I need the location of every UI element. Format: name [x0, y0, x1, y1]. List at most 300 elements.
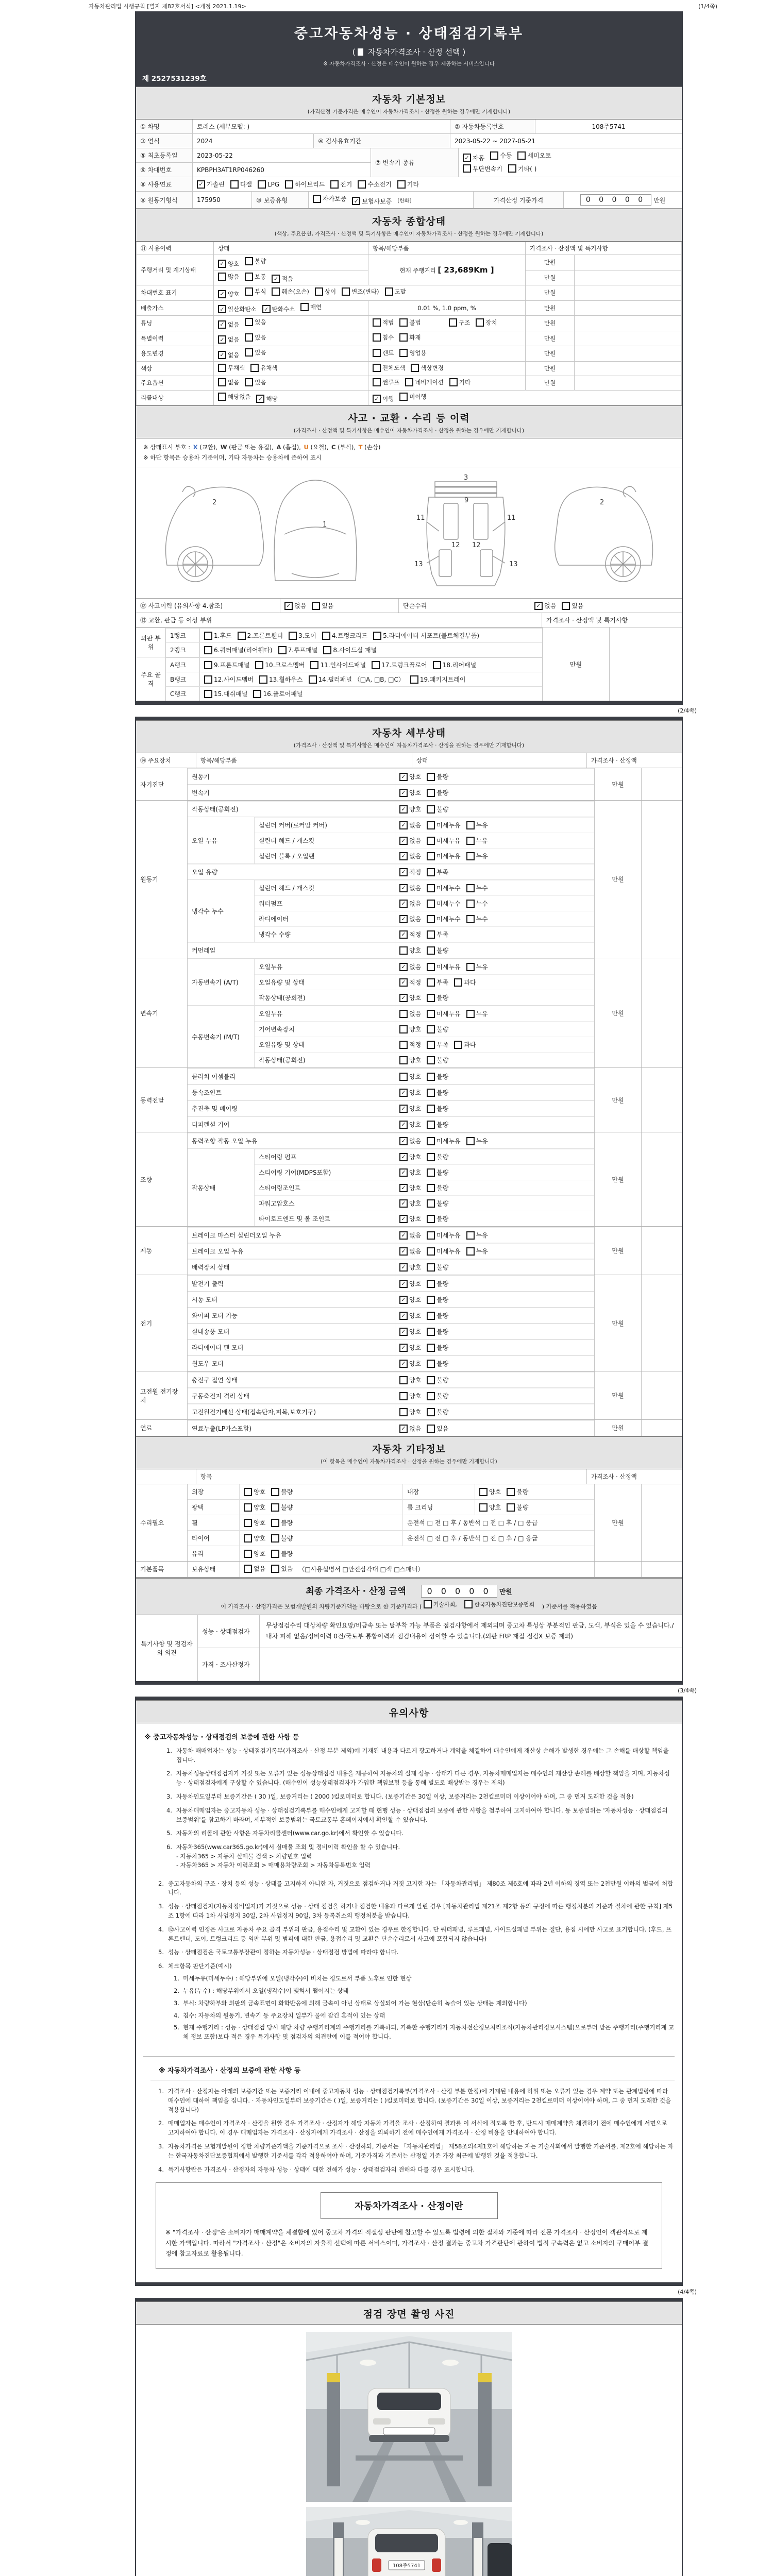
- item-name: 오일유량 및 상태: [259, 1041, 305, 1049]
- checkbox-icon: [508, 164, 516, 173]
- checkbox-option[interactable]: 있음: [312, 601, 333, 610]
- checkbox-option[interactable]: ✓ 가솔린: [197, 180, 225, 189]
- checkbox-option[interactable]: 양호: [244, 1518, 265, 1527]
- checkbox-option[interactable]: 미세누수: [427, 914, 460, 923]
- checkbox-option[interactable]: 18.리어패널: [433, 660, 476, 669]
- checkbox-icon: [507, 1488, 515, 1496]
- checkbox-option[interactable]: 불량: [427, 1376, 448, 1384]
- checkbox-option[interactable]: 4.트렁크리드: [322, 631, 367, 640]
- detail-row: [188, 1324, 594, 1339]
- notice-item: 2. 매매업자는 매수인이 가격조사 · 산정을 원할 경우 가격조사 · 산정자가 해당 자동차 가격을 조사 · 산정하여 결과를 이 서식에 적도록 한 후, 반드시 매매계약을 체결하기 전에 매수인에게 서면으로 고지하여야 합니다. 이 경우 매매업자는 가격조사 · 산정자에게 가격조사 · 산정을 의뢰하기 전에 매수인에게 가격조사 · 산정 비용을 안내하여야 합니다.: [158, 2120, 667, 2137]
- checkbox-icon: [427, 1408, 435, 1416]
- checkbox-option[interactable]: 불량: [427, 1392, 448, 1400]
- checkbox-option[interactable]: ✓ 없음: [399, 852, 421, 860]
- checkbox-option[interactable]: 5.라디에이터 서포트(볼트체결부품): [373, 631, 479, 640]
- checkbox-option[interactable]: 해당없음: [218, 393, 250, 401]
- checkbox-icon: [399, 1328, 408, 1336]
- checkbox-option[interactable]: 양호: [399, 1408, 421, 1416]
- checkbox-icon: [218, 335, 226, 344]
- checkbox-option[interactable]: 8.사이드실 패널: [323, 646, 377, 654]
- notice-list-a: [159, 1747, 675, 1870]
- checkbox-icon: [399, 1010, 408, 1018]
- checkbox-option[interactable]: ✓ 보험사보증: [352, 197, 392, 206]
- checkbox-option[interactable]: 불량: [271, 1503, 293, 1512]
- checkbox-option[interactable]: 누수: [466, 914, 488, 923]
- checkbox-icon: [322, 632, 330, 640]
- checkbox-option[interactable]: 전기: [330, 180, 352, 189]
- checkbox-option[interactable]: 미세누유: [427, 821, 460, 829]
- checkbox-icon: [427, 884, 435, 892]
- checkbox-option[interactable]: 적법: [373, 318, 394, 327]
- checkbox-icon: [323, 646, 331, 654]
- item-name: 스티어링 기어(MDPS포함): [259, 1169, 331, 1177]
- checkbox-option[interactable]: ✓ 양호: [399, 1104, 421, 1113]
- checkbox-option[interactable]: 불량: [427, 772, 448, 781]
- checkbox-option[interactable]: 불량: [427, 993, 448, 1002]
- checkbox-option[interactable]: ✓ 양호: [399, 1311, 421, 1320]
- checkbox-option[interactable]: 누유: [466, 962, 488, 971]
- checkbox-option[interactable]: ✓ 없음: [399, 821, 421, 829]
- checkbox-option[interactable]: 부족: [427, 978, 448, 987]
- checkbox-option[interactable]: 불량: [427, 1072, 448, 1081]
- checkbox-option[interactable]: 누유: [466, 836, 488, 845]
- checkbox-option[interactable]: 불량: [427, 946, 448, 955]
- detail-row: [188, 1308, 594, 1323]
- checkbox-option[interactable]: 있음: [271, 1564, 293, 1573]
- checkbox-option[interactable]: ✓ 없음: [399, 962, 421, 971]
- checkbox-option[interactable]: 불량: [427, 1359, 448, 1368]
- checkbox-option[interactable]: ✓ 양호: [399, 1359, 421, 1368]
- checkbox-option[interactable]: 불법: [399, 318, 421, 327]
- item-status-options: [395, 880, 594, 895]
- checkbox-option[interactable]: 미세누유: [427, 852, 460, 860]
- checkbox-option[interactable]: ✓ 양호: [399, 772, 421, 781]
- checkbox-option[interactable]: 불량: [427, 1343, 448, 1352]
- checkbox-option[interactable]: 색상변경: [411, 364, 443, 372]
- exchange-price-unit: 만원: [543, 628, 610, 701]
- checkbox-option[interactable]: 매연: [300, 303, 322, 311]
- price-survey-definition-box: [156, 2182, 662, 2268]
- checkbox-option[interactable]: 불량: [427, 1168, 448, 1177]
- checkbox-option[interactable]: ✓ 양호: [218, 260, 239, 268]
- checkbox-option[interactable]: 기타: [449, 378, 470, 386]
- checkbox-option[interactable]: ✓ 양호: [399, 1199, 421, 1208]
- damage-code: C: [331, 444, 336, 451]
- checkbox-option[interactable]: 자가보증: [313, 194, 346, 203]
- checkbox-icon: [245, 257, 253, 265]
- checkbox-option[interactable]: 불량: [427, 1104, 448, 1113]
- checkbox-option[interactable]: 상이: [315, 287, 336, 296]
- checkbox-option[interactable]: 3.도어: [289, 631, 316, 640]
- checkbox-option[interactable]: 미세누유: [427, 1231, 460, 1240]
- checkbox-option[interactable]: 11.인사이드패널: [310, 660, 366, 669]
- checkbox-option[interactable]: 유채색: [250, 364, 277, 372]
- checkbox-option[interactable]: ✓ 없음: [399, 1247, 421, 1256]
- notice-item: 2. 중고자동차의 구조 · 장치 등의 성능 · 상태를 고지하지 아니한 자, 거짓으로 점검하거나 거짓 고지한 자는 「자동차관리법」 제80조 제6호에 따라 2년 이하의 징역 또는 2천만원 이하의 벌금에 처합니다.: [158, 1879, 674, 1896]
- checkbox-option[interactable]: 누유: [466, 1231, 488, 1240]
- checkbox-option[interactable]: 13.휠하우스: [259, 675, 303, 684]
- emission-values: 0.01 %, 1.0 ppm, %: [368, 300, 526, 316]
- checkbox-icon: [427, 1425, 435, 1433]
- checkbox-option[interactable]: 세미오토: [517, 151, 551, 160]
- rank-label: 2랭크: [166, 643, 200, 657]
- checkbox-option[interactable]: 있음: [245, 378, 266, 386]
- checkbox-option[interactable]: 양호: [244, 1487, 265, 1496]
- checkbox-option[interactable]: 9.프론트패널: [204, 660, 249, 669]
- checkbox-option[interactable]: ✓ 양호: [399, 993, 421, 1002]
- detail-row: [188, 942, 594, 958]
- device-price-unit: 만원: [594, 1227, 641, 1275]
- checkbox-icon: [373, 395, 381, 403]
- checkbox-option[interactable]: 불량: [507, 1503, 528, 1512]
- checkbox-option[interactable]: ✓ 양호: [218, 290, 239, 298]
- detail-device-group: [136, 801, 682, 958]
- checkbox-option[interactable]: ✓ 적음: [272, 275, 293, 283]
- remarks-label: 특기사항 및 점검자의 의견: [136, 1615, 198, 1681]
- warranty-label: ⑩ 보증유형: [252, 192, 309, 208]
- checkbox-option[interactable]: 불량: [245, 257, 266, 265]
- checkbox-option[interactable]: 미세누유: [427, 1009, 460, 1018]
- checkbox-option[interactable]: 19.패키지트레이: [410, 675, 466, 684]
- checkbox-option[interactable]: 부족: [427, 1040, 448, 1049]
- checkbox-option[interactable]: ✓ 양호: [399, 1295, 421, 1304]
- checkbox-option[interactable]: 한국자동차진단보증협회: [464, 1600, 534, 1608]
- checkbox-option[interactable]: 기술사회,: [424, 1600, 457, 1608]
- checkbox-option[interactable]: 누수: [466, 899, 488, 908]
- checkbox-icon: [258, 180, 266, 189]
- detail-row: [188, 1388, 594, 1403]
- item-name: 추진축 및 베어링: [192, 1105, 238, 1113]
- checkbox-option[interactable]: 침수: [373, 333, 394, 342]
- checkbox-icon: [424, 1600, 432, 1608]
- checkbox-option[interactable]: 2.프론트휀더: [238, 631, 283, 640]
- checkbox-icon: [253, 690, 261, 698]
- notice-item: 6. 자동차365(www.car365.go.kr)에서 실매물 조회 및 정비이력 확인을 할 수 있습니다. - 자동차365 > 자동차 실매물 검색 > 차량번호 입력 - 자동차365 > 자동차 이력조회 > 매매용차량조회 > 자동차등록번호 입력: [159, 1843, 675, 1870]
- checkbox-option[interactable]: 불량: [427, 1025, 448, 1033]
- checkbox-icon: [218, 393, 226, 401]
- checkbox-option[interactable]: ✓ 없음: [399, 1231, 421, 1240]
- checkbox-option[interactable]: 불량: [427, 1263, 448, 1272]
- checkbox-option[interactable]: 있음: [245, 333, 266, 342]
- checkbox-option[interactable]: 미세누수: [427, 899, 460, 908]
- checkbox-option[interactable]: 불량: [271, 1518, 293, 1527]
- checkbox-option[interactable]: 누유: [466, 1137, 488, 1145]
- checkbox-option[interactable]: 15.대쉬패널: [204, 689, 247, 698]
- checkbox-icon: [427, 1360, 435, 1368]
- checkbox-option[interactable]: 렌트: [373, 349, 394, 357]
- detail-row: [188, 1404, 594, 1419]
- checkbox-icon: [272, 287, 280, 296]
- checkbox-option[interactable]: ✓ 양호: [399, 1263, 421, 1272]
- checkbox-option[interactable]: ✓ 없음: [284, 601, 306, 610]
- item-status-options: [395, 1006, 594, 1021]
- checkbox-option[interactable]: ✓ 탄화수소: [262, 305, 295, 313]
- checkbox-icon: [427, 805, 435, 814]
- checkbox-icon: [427, 994, 435, 1002]
- checkbox-option[interactable]: 누유: [466, 852, 488, 860]
- final-price-label: 최종 가격조사 · 산정 금액: [306, 1586, 406, 1597]
- device-price-blank: [641, 1275, 682, 1371]
- reg-no-label: ② 자동차등록번호: [450, 120, 535, 133]
- checkbox-option[interactable]: 불량: [507, 1487, 528, 1496]
- valid-period-label: ④ 검사유효기간: [314, 134, 450, 148]
- checkbox-option[interactable]: 양호: [244, 1549, 265, 1558]
- checkbox-icon: [372, 661, 380, 669]
- checkbox-option[interactable]: 17.트렁크플로어: [372, 660, 427, 669]
- checkbox-option[interactable]: ✓ 없음: [399, 899, 421, 908]
- checkbox-icon: [449, 378, 458, 386]
- checkbox-option[interactable]: 12.사이드멤버: [204, 675, 254, 684]
- checkbox-option[interactable]: 미세누유: [427, 1247, 460, 1256]
- detail-row: [188, 1292, 594, 1307]
- checkbox-option[interactable]: 있음: [245, 318, 266, 326]
- checkbox-option[interactable]: 불량: [427, 788, 448, 797]
- checkbox-option[interactable]: 양호: [399, 1025, 421, 1033]
- checkbox-option[interactable]: ✓ 없음: [399, 884, 421, 892]
- checkbox-option[interactable]: 양호: [399, 1072, 421, 1081]
- checkbox-icon: [218, 290, 226, 298]
- checkbox-option[interactable]: 영업용: [399, 349, 426, 357]
- checkbox-option[interactable]: 화재: [399, 333, 421, 342]
- checkbox-option[interactable]: 양호: [399, 1376, 421, 1384]
- checkbox-option[interactable]: 도말: [385, 287, 406, 296]
- checkbox-option[interactable]: ✓ 자동: [463, 154, 484, 162]
- checkbox-option[interactable]: 보통: [245, 273, 266, 281]
- checkbox-option[interactable]: 양호: [399, 946, 421, 955]
- inspector-opinion: 무상점검수리 대상차량 확인요망/비금속 또는 탈부착 가능 부품은 점검사항에서 제외되며 중고차 특성상 부분적인 판금, 도색, 부식은 있을 수 있습니다./내차 피해 없음/정비이력 0건/국토부 통합이력과 점검내용이 상이할 수 있습니다.(외판 FRP 재질 점검X 보증 제외): [266, 1621, 674, 1640]
- checkbox-option[interactable]: 1.후드: [204, 631, 232, 640]
- checkbox-option[interactable]: 16.플로어패널: [253, 689, 303, 698]
- checkbox-option[interactable]: 불량: [427, 1327, 448, 1336]
- checkbox-option[interactable]: ✓ 양호: [399, 1214, 421, 1223]
- checkbox-option[interactable]: 미이행: [399, 393, 426, 401]
- detail-row: [255, 1149, 594, 1164]
- checkbox-option[interactable]: ✓ 적정: [399, 930, 421, 939]
- checkbox-option[interactable]: 무단변속기: [463, 164, 502, 173]
- item-status-options: [395, 896, 594, 911]
- zone-label: 주요 골격: [136, 657, 166, 701]
- notice-item: 4. 자동차매매업자는 중고자동차 성능 · 상태점검기록부를 매수인에게 고지할 때 현행 성능 · 상태점검의 보증에 관한 사항을 첨부하여 고지하여야 합니다. 동 보증범위는 '자동차성능 · 상태점검의 보증범위'를 참고하기 바라며, 세부적인 보증범위는 국토교통부 홈페이지에서 확인할 수 있습니다.: [166, 1806, 668, 1823]
- checkbox-option[interactable]: ✓ 양호: [399, 1279, 421, 1288]
- detail-item: [188, 1100, 594, 1116]
- checkbox-option[interactable]: 불량: [427, 1295, 448, 1304]
- checkbox-option[interactable]: LPG: [258, 180, 279, 189]
- item-status-options: [395, 1053, 594, 1067]
- checkbox-option[interactable]: ✓ 양호: [399, 805, 421, 814]
- item-name: 디퍼렌셜 기어: [192, 1121, 230, 1129]
- checkbox-option[interactable]: 불량: [427, 1279, 448, 1288]
- checkbox-option[interactable]: 불량: [427, 1088, 448, 1097]
- checkbox-option[interactable]: 없음: [399, 1009, 421, 1018]
- row-recall: 리콜대상 해당없음 ✓ 해당 ✓ 이행 미이행: [137, 390, 682, 405]
- item-name: 원동기: [192, 773, 210, 781]
- checkbox-option[interactable]: 적정: [399, 1040, 421, 1049]
- checkbox-option[interactable]: 누수: [466, 884, 488, 892]
- checkbox-option[interactable]: 양호: [244, 1534, 265, 1543]
- checkbox-option[interactable]: 하이브리드: [285, 180, 325, 189]
- detail-row: [188, 1069, 594, 1084]
- item-status-options: [395, 785, 594, 800]
- checkbox-option[interactable]: 불량: [427, 1311, 448, 1320]
- checkbox-option[interactable]: 미세누유: [427, 836, 460, 845]
- checkbox-option[interactable]: 부식: [245, 287, 266, 296]
- checkbox-option[interactable]: 부족: [427, 930, 448, 939]
- checkbox-option[interactable]: ✓ 양호: [399, 1168, 421, 1177]
- item-status-options: [395, 1372, 594, 1387]
- checkbox-option[interactable]: 양호: [399, 1056, 421, 1064]
- checkbox-option[interactable]: 변조(변타): [342, 287, 379, 296]
- checkbox-option[interactable]: 썬루프: [373, 378, 399, 386]
- detail-row: [188, 769, 594, 784]
- checkbox-icon: [427, 1376, 435, 1384]
- detail-row: [255, 848, 594, 863]
- checkbox-option[interactable]: ✓ 양호: [399, 1327, 421, 1336]
- checkbox-option[interactable]: 과다: [454, 978, 476, 987]
- checkbox-option[interactable]: 있음: [562, 601, 583, 610]
- checkbox-option[interactable]: 불량: [427, 1214, 448, 1223]
- checkbox-option[interactable]: ✓ 일산화탄소: [218, 305, 257, 313]
- checkbox-option[interactable]: 양호: [479, 1503, 501, 1512]
- filled-checkbox-icon: [358, 48, 363, 56]
- detail-row: [188, 1133, 594, 1148]
- checkbox-icon: [427, 821, 435, 829]
- notice-item: 1. 자동차 매매업자는 성능 · 상태점검기록부(가격조사 · 산정 부분 제외)에 기재된 내용과 다르게 광고하거나 계약을 체결하여 매수인에게 재산상 손해가 발생한 경우에는 그 손해를 배상할 책임을 집니다.: [166, 1747, 669, 1764]
- checkbox-option[interactable]: 14.필러패널 （□A, □B, □C）: [309, 675, 405, 684]
- checkbox-option[interactable]: 있음: [245, 348, 266, 357]
- checkbox-option[interactable]: 7.루프패널: [278, 646, 318, 654]
- checkbox-icon: [271, 1550, 279, 1558]
- checkbox-option[interactable]: ✓ 양호: [399, 1183, 421, 1192]
- checkbox-option[interactable]: ✓ 해당: [256, 395, 277, 403]
- detail-row: [188, 1276, 594, 1291]
- checkbox-option[interactable]: 기타: [397, 180, 419, 189]
- sheet-page-3: [135, 717, 683, 1685]
- checkbox-icon: [463, 154, 471, 162]
- checkbox-option[interactable]: 누유: [466, 1009, 488, 1018]
- checkbox-option[interactable]: 6.쿼터패널(리어휀다): [204, 646, 273, 654]
- checkbox-option[interactable]: 양호: [244, 1503, 265, 1512]
- checkbox-icon: [449, 318, 457, 327]
- vin-label: ⑥ 차대번호: [136, 163, 193, 177]
- device-price-blank: [641, 1227, 682, 1275]
- svg-text:1: 1: [322, 521, 327, 529]
- item-name: 동력조향 작동 오일 누유: [192, 1138, 258, 1145]
- checkbox-icon: [373, 349, 381, 357]
- checkbox-option[interactable]: 불량: [427, 1199, 448, 1208]
- checkbox-option[interactable]: 불량: [271, 1487, 293, 1496]
- checkbox-option[interactable]: 미세누수: [427, 884, 460, 892]
- checkbox-option[interactable]: ✓ 이행: [373, 395, 394, 403]
- checkbox-option[interactable]: 불량: [427, 1408, 448, 1416]
- checkbox-icon: [476, 318, 484, 327]
- section-basic-info-header: 자동차 기본정보 (가격산정 기준가격은 매수인이 자동차가격조사 · 산정을 원하는 경우에만 기재합니다): [136, 87, 682, 120]
- checkbox-option[interactable]: 부족: [427, 868, 448, 876]
- checkbox-icon: [271, 1488, 279, 1496]
- transmission-options-line1: [463, 151, 557, 162]
- checkbox-icon: [399, 349, 408, 357]
- checkbox-icon: [262, 305, 271, 313]
- checkbox-option[interactable]: 불량: [271, 1534, 293, 1543]
- checkbox-option[interactable]: 누유: [466, 1247, 488, 1256]
- checkbox-option[interactable]: ✓ 없음: [399, 836, 421, 845]
- checkbox-option[interactable]: 없음: [218, 378, 239, 386]
- checkbox-option[interactable]: 미세누유: [427, 1137, 460, 1145]
- checkbox-option[interactable]: ✓ 양호: [399, 1343, 421, 1352]
- checkbox-option[interactable]: 네비게이션: [405, 378, 444, 386]
- checkbox-option[interactable]: ✓ 없음: [218, 351, 239, 359]
- checkbox-option[interactable]: 무채색: [218, 364, 245, 372]
- checkbox-option[interactable]: ✓ 양호: [399, 1153, 421, 1161]
- detail-columns: ⑭ 주요장치 항목/해당부품 상태 가격조사 · 산정액: [136, 753, 682, 768]
- checkbox-option[interactable]: 불량: [427, 1056, 448, 1064]
- checkbox-option[interactable]: 없음: [244, 1564, 265, 1573]
- checkbox-option[interactable]: 불량: [427, 805, 448, 814]
- checkbox-option[interactable]: ✓ 없음: [399, 1137, 421, 1145]
- checkbox-option[interactable]: 불량: [427, 1183, 448, 1192]
- col-history: ⑪ 사용이력: [137, 242, 214, 255]
- checkbox-option[interactable]: ✓ 양호: [399, 788, 421, 797]
- checkbox-option[interactable]: ✓ 적정: [399, 978, 421, 987]
- checkbox-option[interactable]: ✓ 없음: [218, 335, 239, 344]
- checkbox-option[interactable]: 양호: [479, 1487, 501, 1496]
- checkbox-option[interactable]: 훼손(오손): [272, 287, 309, 296]
- checkbox-icon: [399, 1089, 408, 1097]
- checkbox-option[interactable]: ✓ 없음: [399, 1424, 421, 1433]
- rank-label: A랭크: [166, 658, 200, 672]
- svg-text:2: 2: [599, 499, 604, 507]
- checkbox-icon: [256, 395, 264, 403]
- checkbox-option[interactable]: 기타( ): [508, 164, 536, 173]
- checkbox-option[interactable]: 양호: [399, 1392, 421, 1400]
- checkbox-icon: [300, 303, 309, 311]
- checkbox-option[interactable]: ✓ 양호: [399, 1088, 421, 1097]
- checkbox-icon: [399, 1153, 408, 1161]
- checkbox-option[interactable]: 있음: [427, 1424, 448, 1433]
- item-status-options: [395, 911, 594, 926]
- checkbox-option[interactable]: 장치: [476, 318, 497, 327]
- checkbox-option[interactable]: ✓ 없음: [218, 320, 239, 329]
- checkbox-icon: [399, 1263, 408, 1272]
- checkbox-option[interactable]: 불량: [271, 1549, 293, 1558]
- checkbox-option[interactable]: ✓ 적정: [399, 868, 421, 876]
- checkbox-option[interactable]: 미세누유: [427, 962, 460, 971]
- checkbox-option[interactable]: 전체도색: [373, 364, 405, 372]
- checkbox-icon: [399, 1025, 408, 1033]
- item-name: 실린더 블록 / 오일팬: [259, 853, 315, 860]
- detail-item: [188, 1132, 594, 1148]
- checkbox-icon: [399, 1137, 408, 1145]
- checkbox-option[interactable]: ✓ 양호: [399, 1120, 421, 1129]
- checkbox-option[interactable]: 불량: [427, 1120, 448, 1129]
- checkbox-option[interactable]: 10.크로스멤버: [255, 660, 305, 669]
- section-detail-header: 자동차 세부상태 (가격조사 · 산정액 및 특기사항은 매수인이 자동차가격조사 · 산정을 원하는 경우에만 기재합니다): [136, 720, 682, 753]
- checkbox-option[interactable]: ✓ 없음: [399, 914, 421, 923]
- checkbox-option[interactable]: 구조: [449, 318, 470, 327]
- checkbox-option[interactable]: ✓ 없음: [534, 601, 556, 610]
- checkbox-option[interactable]: 수소전기: [358, 180, 391, 189]
- checkbox-icon: [479, 1488, 488, 1496]
- checkbox-option[interactable]: 누유: [466, 821, 488, 829]
- checkbox-option[interactable]: 디젤: [230, 180, 252, 189]
- checkbox-option[interactable]: 불량: [427, 1153, 448, 1161]
- item-name: 변속기: [192, 789, 210, 797]
- checkbox-icon: [399, 1041, 408, 1049]
- damage-code: W: [220, 444, 227, 451]
- checkbox-option[interactable]: 많음: [218, 273, 239, 281]
- checkbox-option[interactable]: 과다: [454, 1040, 476, 1049]
- checkbox-option[interactable]: 수동: [490, 151, 512, 160]
- item-name: 파워고압호스: [259, 1200, 295, 1208]
